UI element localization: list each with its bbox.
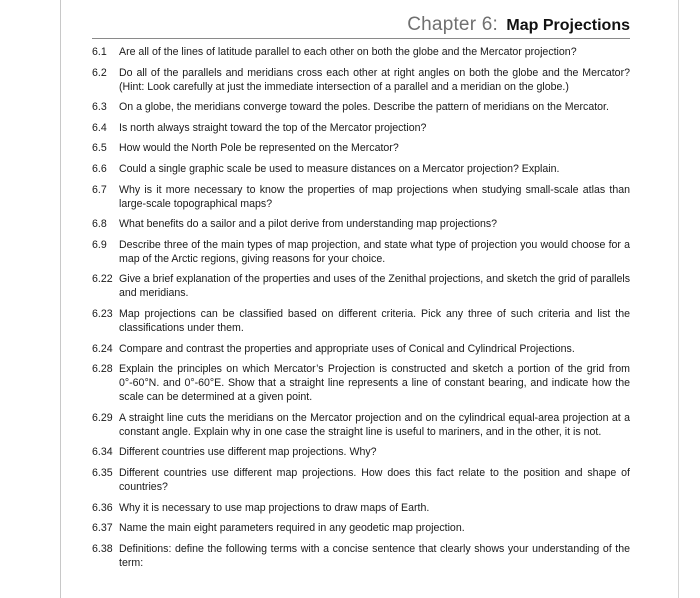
question-item [92, 542, 630, 570]
question-item [92, 362, 630, 404]
chapter-title: Map Projections [506, 17, 630, 34]
question-text: Describe three of the main types of map projection, and state what type of projection you would choose for a map of the Arctic regions, giving reasons for your choice. [119, 238, 630, 265]
question-list [92, 45, 630, 576]
question-number: 6.29 [92, 411, 113, 424]
question-item [92, 307, 630, 335]
question-text: Could a single graphic scale be used to measure distances on a Mercator projection? Explain. [119, 162, 560, 175]
question-item [92, 141, 630, 155]
question-text: Do all of the parallels and meridians cross each other at right angles on both the globe and the Mercator? (Hint: Look carefully at just the immediate intersection of a parallel and a meridian on the globe.) [119, 66, 630, 93]
question-number: 6.7 [92, 183, 107, 196]
question-text: Different countries use different map projections. How does this fact relate to the position and shape of countries? [119, 466, 630, 493]
question-number: 6.36 [92, 501, 113, 514]
question-text: Is north always straight toward the top of the Mercator projection? [119, 121, 427, 134]
question-number: 6.3 [92, 101, 107, 114]
question-number: 6.28 [92, 363, 113, 376]
question-item [92, 342, 630, 356]
question-text: Give a brief explanation of the properties and uses of the Zenithal projections, and sketch the grid of parallels and meridians. [119, 273, 630, 300]
question-number: 6.23 [92, 307, 113, 320]
question-item [92, 445, 630, 459]
question-number: 6.22 [92, 273, 113, 286]
question-number: 6.1 [92, 46, 107, 58]
question-item [92, 66, 630, 94]
question-item [92, 501, 630, 515]
question-text: A straight line cuts the meridians on the Mercator projection and on the cylindrical equal-area projection at a constant angle. Explain why in one case the straight line is useful to mariners, and in the other, it is not. [119, 411, 630, 438]
question-item [92, 272, 630, 300]
question-number: 6.2 [92, 66, 107, 79]
chapter-header [92, 14, 630, 39]
question-text: Are all of the lines of latitude parallel to each other on both the globe and the Mercator projection? [119, 46, 577, 58]
question-text: Name the main eight parameters required in any geodetic map projection. [119, 522, 465, 535]
page-left-edge [60, 0, 61, 598]
question-text: Definitions: define the following terms with a concise sentence that clearly shows your understanding of the term: [119, 542, 630, 569]
question-text: Why it is necessary to use map projections to draw maps of Earth. [119, 501, 430, 514]
chapter-label: Chapter 6: [407, 14, 498, 35]
question-item [92, 217, 630, 231]
question-item [92, 466, 630, 494]
question-number: 6.38 [92, 542, 113, 555]
question-item [92, 521, 630, 535]
question-text: What benefits do a sailor and a pilot derive from understanding map projections? [119, 218, 498, 231]
question-item [92, 183, 630, 211]
question-number: 6.4 [92, 121, 107, 134]
question-text: On a globe, the meridians converge toward the poles. Describe the pattern of meridians on the Mercator. [119, 101, 609, 114]
question-text: Why is it more necessary to know the properties of map projections when studying small-scale atlas than large-scale topographical maps? [119, 183, 630, 210]
question-number: 6.6 [92, 162, 107, 175]
question-text: Map projections can be classified based on different criteria. Pick any three of such criteria and list the classifications under them. [119, 307, 630, 334]
question-text: Compare and contrast the properties and appropriate uses of Conical and Cylindrical Projections. [119, 342, 575, 355]
question-number: 6.37 [92, 522, 113, 535]
question-number: 6.24 [92, 342, 113, 355]
question-item [92, 121, 630, 135]
question-number: 6.9 [92, 238, 107, 251]
question-item [92, 45, 630, 59]
question-number: 6.8 [92, 218, 107, 231]
question-text: Different countries use different map projections. Why? [119, 446, 377, 459]
question-item [92, 100, 630, 114]
question-item [92, 238, 630, 266]
question-number: 6.5 [92, 142, 107, 155]
question-number: 6.35 [92, 466, 113, 479]
question-text: Explain the principles on which Mercator’s Projection is constructed and sketch a portion of the grid from 0°-60°N. and 0°-60°E. Show that a straight line represents a line of constant bearing, and indicate how the scale can be determined at a given point. [119, 363, 630, 404]
question-text: How would the North Pole be represented on the Mercator? [119, 142, 399, 155]
page-right-edge [678, 0, 679, 598]
question-item [92, 162, 630, 176]
question-item [92, 411, 630, 439]
question-number: 6.34 [92, 446, 113, 459]
